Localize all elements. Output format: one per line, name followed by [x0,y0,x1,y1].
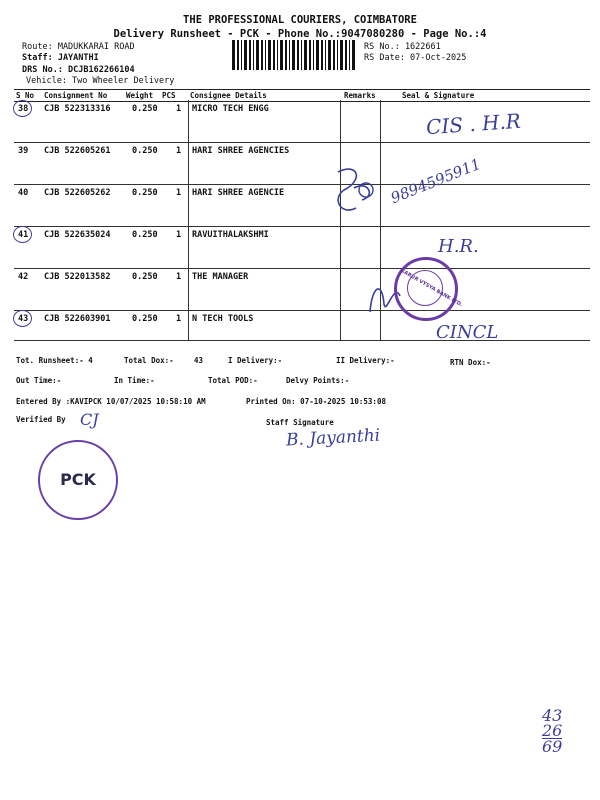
barcode-bar [340,40,343,70]
summary-ii-delivery: II Delivery:- [336,356,395,365]
row-pcs: 1 [176,146,182,156]
barcode-bar [297,40,299,70]
barcode-bar [309,40,311,70]
barcode-bar [253,40,254,70]
barcode-bar [244,40,247,70]
row-divider [14,310,590,311]
row-sno: 41 [18,230,29,240]
runsheet-subtitle: Delivery Runsheet - PCK - Phone No.:9047080280 - Page No.:4 [113,28,487,40]
row-divider [14,142,590,143]
barcode-bar [321,40,323,70]
barcode-bar [232,40,235,70]
row-divider [14,268,590,269]
rs-date-label: RS Date: 07-Oct-2025 [364,53,467,63]
row-divider [14,184,590,185]
row-weight: 0.250 [132,314,158,324]
barcode-bar [237,40,239,70]
rs-no-label: RS No.: 1622661 [364,42,441,52]
col-pcs: PCS [162,91,176,100]
summary-rtn-dox: RTN Dox:- [450,358,491,367]
barcode-bar [301,40,302,70]
barcode-bar [280,40,283,70]
barcode-bar [352,40,355,70]
row-consignment-no: CJB 522605262 [44,188,111,198]
staff-signature-label: Staff Signature [266,418,334,427]
summary-in-time: In Time:- [114,376,155,385]
barcode-bar [256,40,259,70]
route-label: Route: MADUKKARAI ROAD [22,42,135,52]
divider [188,100,189,340]
bank-stamp [394,257,464,321]
row-consignment-no: CJB 522313316 [44,104,111,114]
barcode-bar [292,40,295,70]
row-consignment-no: CJB 522635024 [44,230,111,240]
verified-by-label: Verified By [16,415,66,424]
summary-out-time: Out Time:- [16,376,62,385]
row-pcs: 1 [176,272,182,282]
handwritten-tally [542,708,562,754]
row-consignee: HARI SHREE AGENCIE [192,188,285,198]
barcode-bar [265,40,266,70]
row-divider [14,226,590,227]
summary-delvy-points: Delvy Points:- [286,376,350,385]
barcode-bar [313,40,314,70]
staff-label: Staff: JAYANTHI [22,53,99,63]
divider [340,100,341,340]
summary-total-dox-value: 43 [194,356,204,365]
barcode-bar [345,40,347,70]
row-pcs: 1 [176,188,182,198]
col-seal: Seal & Signature [402,91,475,100]
row-sno: 42 [18,272,29,282]
row-weight: 0.250 [132,146,158,156]
row-sno: 40 [18,188,29,198]
row-weight: 0.250 [132,104,158,114]
tally-line: 69 [542,737,563,756]
col-sno: S No [16,91,35,100]
handwritten-staff-signature: B. Jayanthi [285,425,381,451]
barcode-bar [337,40,338,70]
barcode-bar [273,40,275,70]
barcode-bar [277,40,278,70]
barcode-bar [285,40,287,70]
barcode-image [232,40,356,70]
pck-stamp [38,440,118,520]
row-consignee: RAVUITHALAKSHMI [192,230,269,240]
table-header [14,89,590,102]
bank-stamp-text: KARUR VYSYA BANK LTD. [399,267,464,309]
row-weight: 0.250 [132,230,158,240]
handwritten-verified: CJ [80,410,99,429]
row-consignee: MICRO TECH ENGG [192,104,269,114]
sno-circle-mark [13,100,32,117]
row-consignee: N TECH TOOLS [192,314,254,324]
row-consignee: THE MANAGER [192,272,249,282]
barcode-bar [325,40,326,70]
row-pcs: 1 [176,314,182,324]
row-consignment-no: CJB 522605261 [44,146,111,156]
handwritten-cincl: CINCL [436,322,499,343]
barcode-bar [289,40,290,70]
sno-circle-mark [13,310,32,327]
summary-i-delivery: I Delivery:- [228,356,283,365]
barcode-bar [304,40,307,70]
drs-label: DRS No.: DCJB162266104 [22,65,135,75]
barcode-bar [333,40,335,70]
summary-tot-runsheet: Tot. Runsheet:- 4 [16,356,93,365]
row-weight: 0.250 [132,188,158,198]
row-sno: 43 [18,314,29,324]
col-consignee: Consignee Details [190,91,267,100]
row-sno: 38 [18,104,29,114]
row-sno: 39 [18,146,29,156]
row-pcs: 1 [176,230,182,240]
row-consignment-no: CJB 522603901 [44,314,111,324]
sno-circle-mark [13,226,32,243]
company-title: THE PROFESSIONAL COURIERS, COIMBATORE [183,14,417,26]
summary-total-pod: Total POD:- [208,376,258,385]
entered-by: Entered By :KAVIPCK 10/07/2025 10:58:10 AM [16,397,206,406]
row-consignee: HARI SHREE AGENCIES [192,146,290,156]
barcode-bar [241,40,242,70]
barcode-bar [249,40,251,70]
col-weight: Weight [126,91,154,100]
barcode-bar [268,40,271,70]
row-weight: 0.250 [132,272,158,282]
col-consignment: Consignment No [44,91,108,100]
summary-total-dox: Total Dox:- [124,356,174,365]
tally-line: 26 [542,721,563,740]
handwritten-scribble [328,160,398,220]
barcode-bar [349,40,350,70]
handwritten-phone: 9894595911 [388,154,484,208]
row-pcs: 1 [176,104,182,114]
barcode-bar [316,40,319,70]
pck-stamp-text: PCK [60,470,96,489]
row-consignment-no: CJB 522013582 [44,272,111,282]
barcode-bar [328,40,331,70]
vehicle-label: Vehicle: Two Wheeler Delivery [26,76,175,86]
divider [14,340,590,341]
printed-on: Printed On: 07-10-2025 10:53:08 [246,397,386,406]
handwritten-hr: H.R. [438,236,479,257]
col-remarks: Remarks [344,91,376,100]
handwritten-signature: CIS . H.R [425,108,522,140]
barcode-bar [261,40,263,70]
tally-line: 43 [542,706,563,725]
